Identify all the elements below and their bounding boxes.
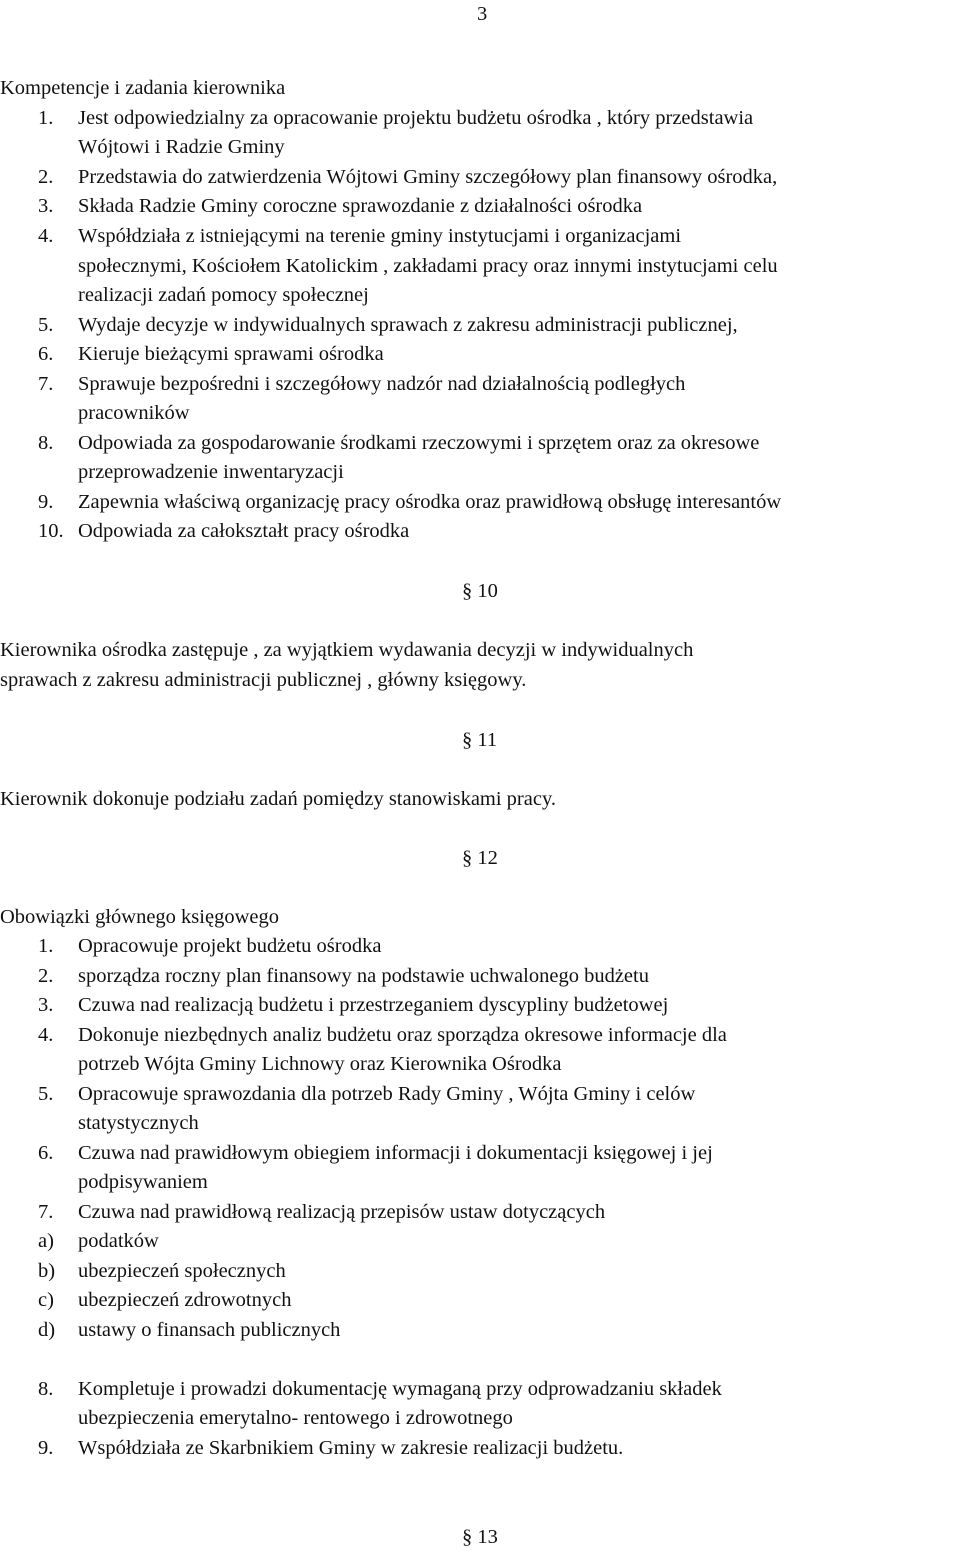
paragraph-symbol-13: § 13 (462, 1526, 498, 1548)
paragraph-text: Kierownika ośrodka zastępuje , za wyjątkiem wydawania decyzji w indywidualnych (0, 639, 694, 661)
subitem-text: ubezpieczeń zdrowotnych (78, 1289, 292, 1311)
section-heading-obowiazki: Obowiązki głównego księgowego (0, 906, 279, 928)
list-item-text: Czuwa nad realizacją budżetu i przestrzeganiem dyscypliny budżetowej (78, 994, 669, 1016)
num-7: 7. (38, 373, 54, 395)
list-item-text: Czuwa nad prawidłowym obiegiem informacji i dokumentacji księgowej i jej (78, 1142, 713, 1164)
subitem-a-label: a) (38, 1230, 54, 1252)
list-item-text: Zapewnia właściwą organizację pracy ośrodka oraz prawidłową obsługę interesantów (78, 491, 782, 513)
list-item-text: podpisywaniem (78, 1171, 208, 1193)
list-item-text: Jest odpowiedzialny za opracowanie projektu budżetu ośrodka , który przedstawia (78, 107, 754, 129)
num-1: 1. (38, 107, 54, 129)
paragraph-symbol-12: § 12 (462, 847, 498, 869)
num-2: 2. (38, 965, 54, 987)
num-7: 7. (38, 1201, 54, 1223)
section-heading-kompetencje: Kompetencje i zadania kierownika (0, 77, 286, 99)
list-item-text: Opracowuje projekt budżetu ośrodka (78, 935, 382, 957)
num-4: 4. (38, 225, 54, 247)
num-4: 4. (38, 1024, 54, 1046)
page-number: 3 (477, 3, 488, 25)
list-item-text: Kieruje bieżącymi sprawami ośrodka (78, 343, 384, 365)
num-3: 3. (38, 195, 54, 217)
subitem-b-label: b) (38, 1260, 56, 1282)
list-item-text: Przedstawia do zatwierdzenia Wójtowi Gminy szczegółowy plan finansowy ośrodka, (78, 166, 778, 188)
list-item-text: Kompletuje i prowadzi dokumentację wymaganą przy odprowadzaniu składek (78, 1378, 722, 1400)
list-item-text: Dokonuje niezbędnych analiz budżetu oraz sporządza okresowe informacje dla (78, 1024, 727, 1046)
paragraph-symbol-10: § 10 (462, 580, 498, 602)
list-item-text: statystycznych (78, 1112, 199, 1134)
list-item-text: Odpowiada za całokształt pracy ośrodka (78, 520, 410, 542)
num-3: 3. (38, 994, 54, 1016)
list-item-text: potrzeb Wójta Gminy Lichnowy oraz Kierownika Ośrodka (78, 1053, 562, 1075)
subitem-d-label: d) (38, 1319, 56, 1341)
paragraph-text: sprawach z zakresu administracji publicznej , główny księgowy. (0, 669, 527, 691)
num-9: 9. (38, 491, 54, 513)
subitem-text: ubezpieczeń społecznych (78, 1260, 286, 1282)
num-6: 6. (38, 1142, 54, 1164)
list-item-text: Składa Radzie Gminy coroczne sprawozdanie z działalności ośrodka (78, 195, 643, 217)
subitem-c-label: c) (38, 1289, 54, 1311)
list-item-text: Współdziała z istniejącymi na terenie gminy instytucjami i organizacjami (78, 225, 682, 247)
list-item-text: Wójtowi i Radzie Gminy (78, 136, 285, 158)
paragraph-text: Kierownik dokonuje podziału zadań pomiędzy stanowiskami pracy. (0, 788, 557, 810)
num-1: 1. (38, 935, 54, 957)
list-item-text: Wydaje decyzje w indywidualnych sprawach z zakresu administracji publicznej, (78, 314, 738, 336)
list-item-text: społecznymi, Kościołem Katolickim , zakładami pracy oraz innymi instytucjami celu (78, 255, 778, 277)
list-item-text: realizacji zadań pomocy społecznej (78, 284, 369, 306)
num-8: 8. (38, 432, 54, 454)
list-item-text: Opracowuje sprawozdania dla potrzeb Rady Gminy , Wójta Gminy i celów (78, 1083, 696, 1105)
num-5: 5. (38, 314, 54, 336)
list-item-text: Współdziała ze Skarbnikiem Gminy w zakresie realizacji budżetu. (78, 1437, 624, 1459)
list-item-text: sporządza roczny plan finansowy na podstawie uchwalonego budżetu (78, 965, 649, 987)
list-item-text: Sprawuje bezpośredni i szczegółowy nadzór nad działalnością podległych (78, 373, 686, 395)
subitem-text: podatków (78, 1230, 159, 1252)
num-10: 10. (38, 520, 64, 542)
num-6: 6. (38, 343, 54, 365)
num-8: 8. (38, 1378, 54, 1400)
num-9: 9. (38, 1437, 54, 1459)
list-item-text: przeprowadzenie inwentaryzacji (78, 461, 344, 483)
num-2: 2. (38, 166, 54, 188)
num-5: 5. (38, 1083, 54, 1105)
subitem-text: ustawy o finansach publicznych (78, 1319, 341, 1341)
list-item-text: Odpowiada za gospodarowanie środkami rzeczowymi i sprzętem oraz za okresowe (78, 432, 760, 454)
list-item-text: ubezpieczenia emerytalno- rentowego i zdrowotnego (78, 1407, 513, 1429)
list-item-text: pracowników (78, 402, 190, 424)
list-item-text: Czuwa nad prawidłową realizacją przepisów ustaw dotyczących (78, 1201, 606, 1223)
paragraph-symbol-11: § 11 (462, 729, 498, 751)
